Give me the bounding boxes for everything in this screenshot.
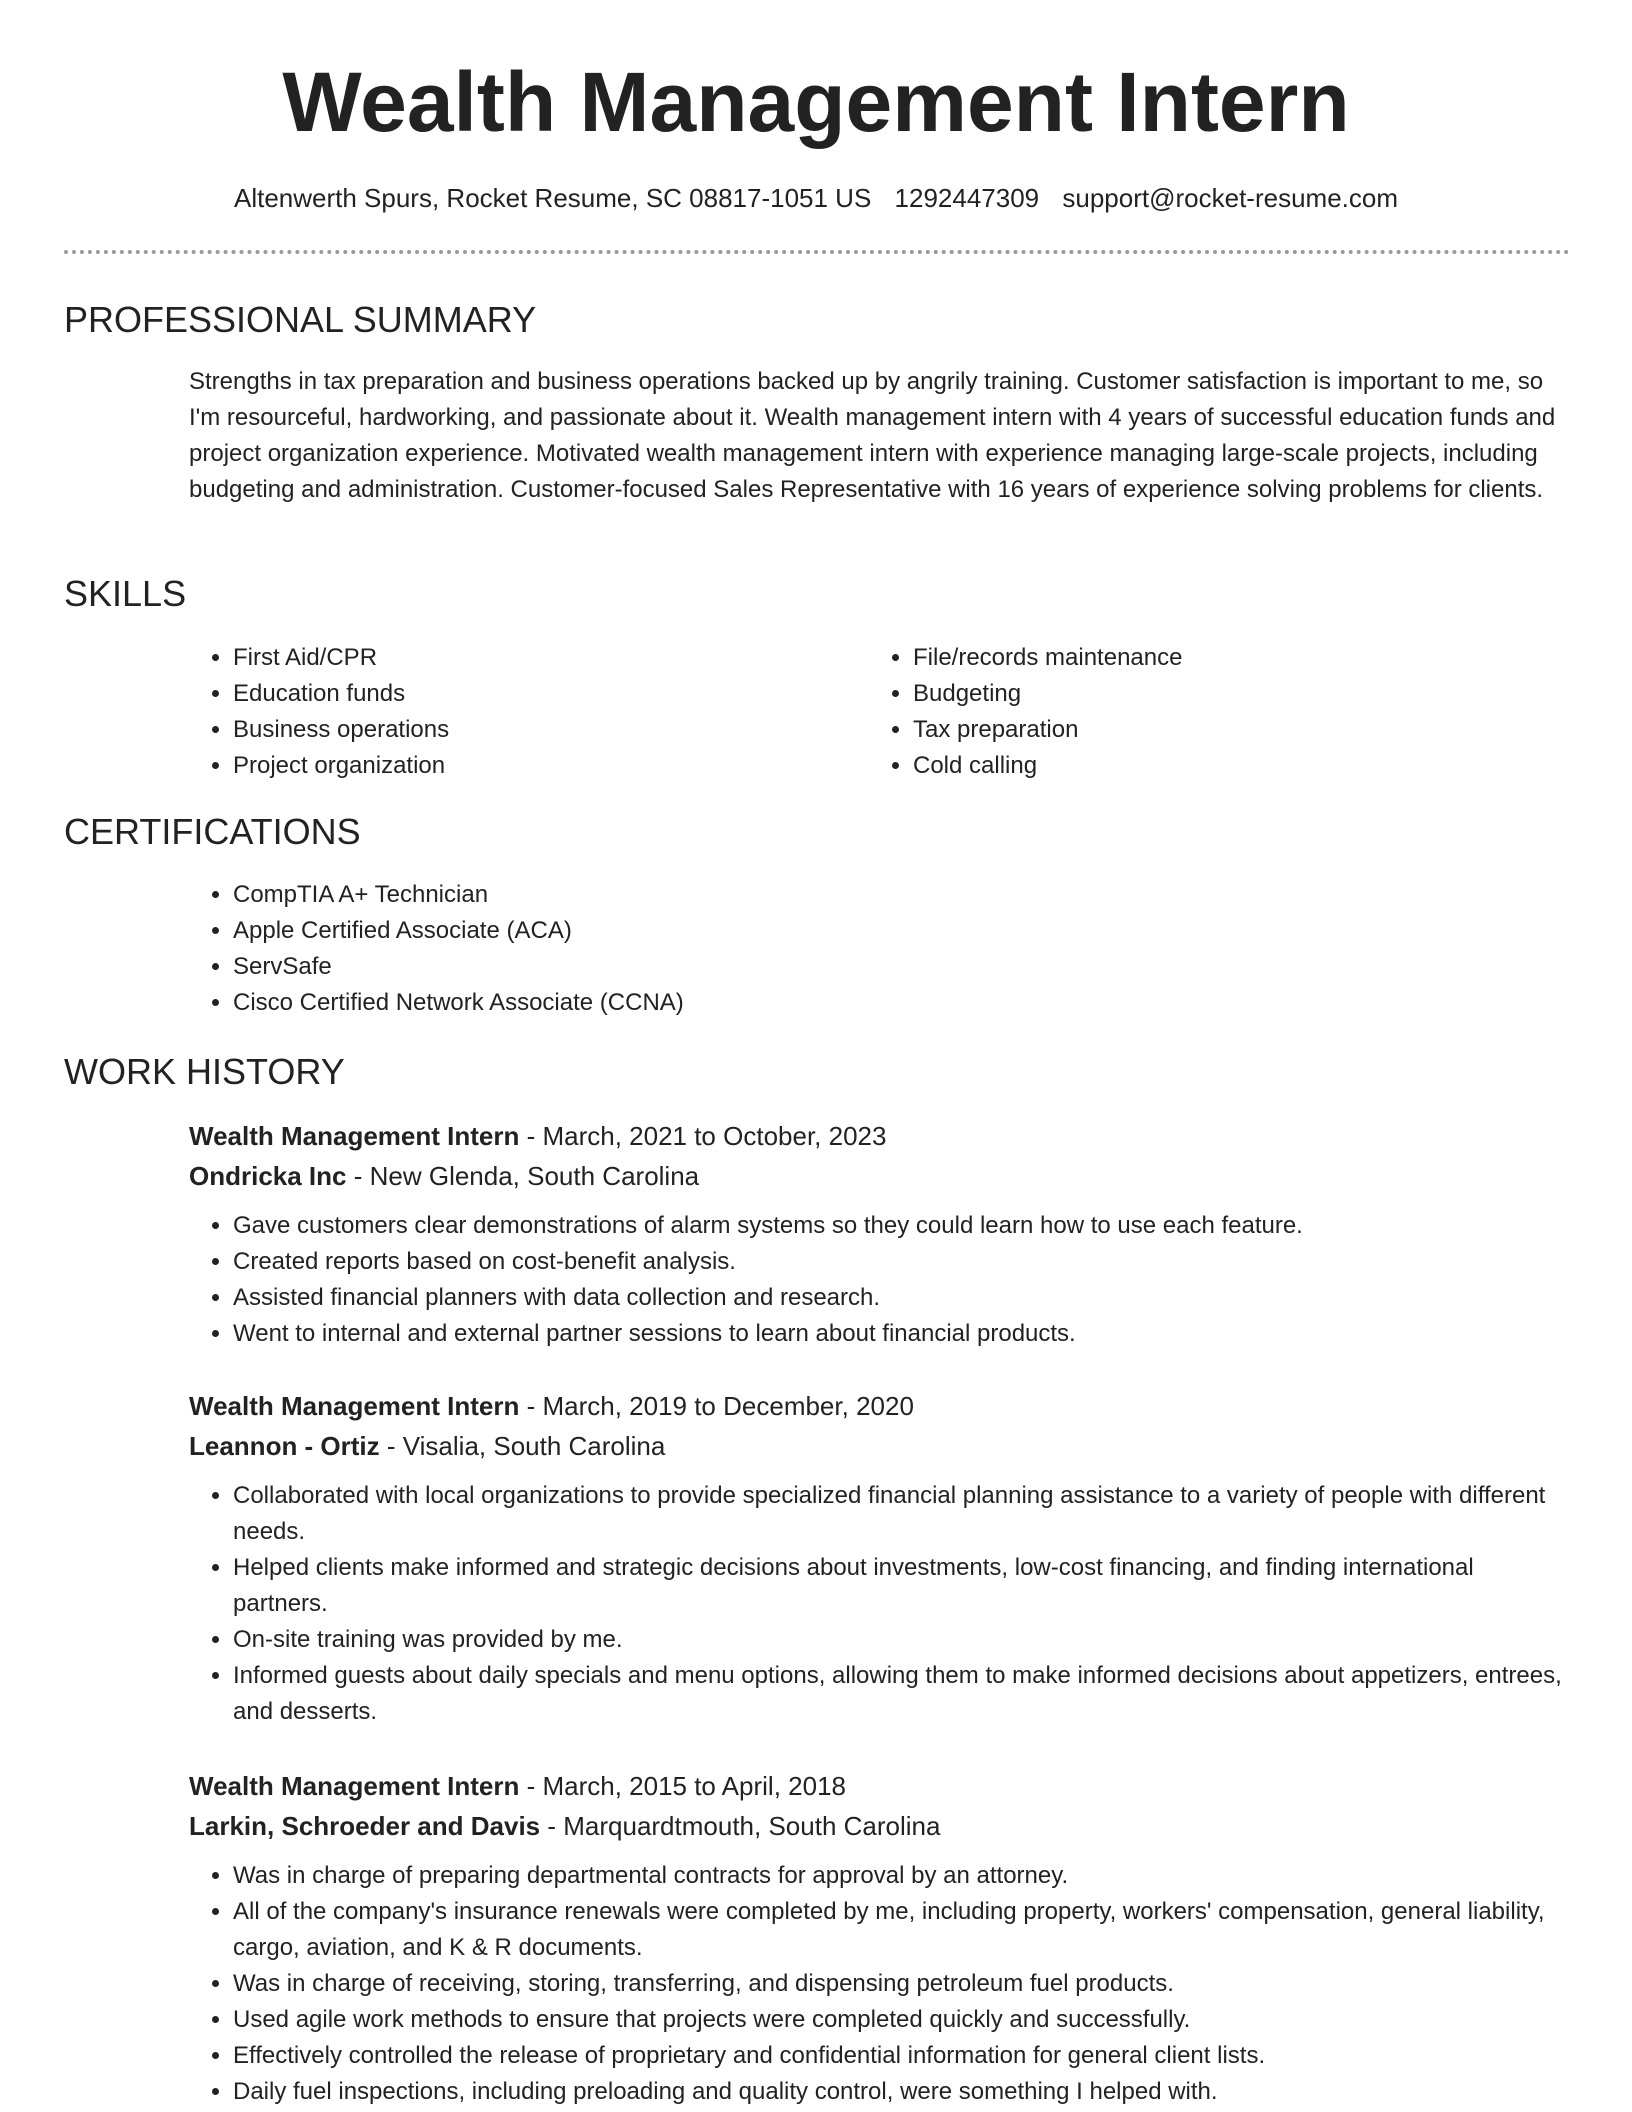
contact-line (0, 180, 1632, 216)
skills-list-2 (869, 640, 1509, 784)
certification-item: • Cisco Certified Network Associate (CCNA) (233, 985, 1574, 1021)
job-bullet: • Daily fuel inspections, including preloading and quality control, were something I helped with. (233, 2074, 1574, 2110)
job-bullet: • Created reports based on cost-benefit analysis. (233, 1244, 1574, 1280)
job-title-line (189, 1766, 1574, 1806)
job-company-line (189, 1806, 1574, 1846)
job-entry (189, 1766, 1574, 2110)
contact-phone: 1292447309 (894, 183, 1040, 213)
section-title-certifications: CERTIFICATIONS (64, 811, 361, 852)
job-bullet: • Was in charge of preparing departmental contracts for approval by an attorney. (233, 1858, 1574, 1894)
skills-column-2 (869, 640, 1509, 784)
job-bullet: • Helped clients make informed and strategic decisions about investments, low-cost financing, and finding international partners. (233, 1550, 1574, 1622)
certification-item: • Apple Certified Associate (ACA) (233, 913, 1574, 949)
skill-item: • File/records maintenance (913, 640, 1509, 676)
job-company-line (189, 1156, 1574, 1196)
job-bullet: • Assisted financial planners with data collection and research. (233, 1280, 1574, 1316)
job-bullet: • Collaborated with local organizations to provide specialized financial planning assistance to a variety of people with different needs. (233, 1478, 1574, 1550)
job-bullet: • Used agile work methods to ensure that projects were completed quickly and successfully. (233, 2002, 1574, 2038)
job-bullet: • All of the company's insurance renewals were completed by me, including property, workers' compensation, general liability, cargo, aviation, and K & R documents. (233, 1894, 1574, 1966)
skill-item: • Project organization (233, 748, 829, 784)
job-bullets (189, 1478, 1574, 1730)
certification-item: • ServSafe (233, 949, 1574, 985)
skill-item: • Tax preparation (913, 712, 1509, 748)
job-dates: - March, 2021 to October, 2023 (519, 1121, 887, 1151)
job-dates: - March, 2019 to December, 2020 (519, 1391, 914, 1421)
skill-item: • First Aid/CPR (233, 640, 829, 676)
section-title-skills: SKILLS (64, 573, 187, 614)
candidate-name: Wealth Management Intern (282, 55, 1350, 149)
job-position: Wealth Management Intern (189, 1391, 520, 1421)
job-position: Wealth Management Intern (189, 1771, 520, 1801)
skill-item: • Education funds (233, 676, 829, 712)
job-bullet: • Was in charge of receiving, storing, transferring, and dispensing petroleum fuel products. (233, 1966, 1574, 2002)
job-bullet: • Went to internal and external partner sessions to learn about financial products. (233, 1316, 1574, 1352)
job-title-line (189, 1116, 1574, 1156)
job-entry (189, 1386, 1574, 1730)
job-location: - Visalia, South Carolina (379, 1431, 666, 1461)
certifications-block (189, 877, 1574, 1021)
job-bullets (189, 1858, 1574, 2110)
section-title-work-history: WORK HISTORY (64, 1051, 345, 1092)
certifications-list (189, 877, 1574, 1021)
job-title-line (189, 1386, 1574, 1426)
skill-item: • Business operations (233, 712, 829, 748)
job-company: Larkin, Schroeder and Davis (189, 1811, 541, 1841)
summary-text: Strengths in tax preparation and business operations backed up by angrily training. Customer satisfaction is important to me, so I'm resourceful, hardworking, and passionate about it. Wealth management intern with 4 years of successful education funds and project organization experience. Motivated wealth management intern with experience managing large-scale projects, including budgeting and administration. Customer-focused Sales Representative with 16 years of experience solving problems for clients. (189, 368, 1556, 503)
skills-list-1 (189, 640, 829, 784)
contact-email: support@rocket-resume.com (1062, 183, 1399, 213)
job-entry (189, 1116, 1574, 1352)
skill-item: • Cold calling (913, 748, 1509, 784)
header-divider (64, 250, 1570, 254)
job-bullet: • Gave customers clear demonstrations of alarm systems so they could learn how to use each feature. (233, 1208, 1574, 1244)
section-title-summary: PROFESSIONAL SUMMARY (64, 299, 537, 340)
skills-column-1 (189, 640, 829, 784)
skill-item: • Budgeting (913, 676, 1509, 712)
job-bullets (189, 1208, 1574, 1352)
job-company: Leannon - Ortiz (189, 1431, 380, 1461)
job-location: - Marquardtmouth, South Carolina (540, 1811, 941, 1841)
job-company-line (189, 1426, 1574, 1466)
job-company: Ondricka Inc (189, 1161, 347, 1191)
job-bullet: • Effectively controlled the release of proprietary and confidential information for general client lists. (233, 2038, 1574, 2074)
contact-address: Altenwerth Spurs, Rocket Resume, SC 08817-1051 US (233, 183, 872, 213)
job-bullet: • Informed guests about daily specials and menu options, allowing them to make informed decisions about appetizers, entrees, and desserts. (233, 1658, 1574, 1730)
job-dates: - March, 2015 to April, 2018 (519, 1771, 846, 1801)
job-position: Wealth Management Intern (189, 1121, 520, 1151)
certification-item: • CompTIA A+ Technician (233, 877, 1574, 913)
job-location: - New Glenda, South Carolina (346, 1161, 700, 1191)
job-bullet: • On-site training was provided by me. (233, 1622, 1574, 1658)
